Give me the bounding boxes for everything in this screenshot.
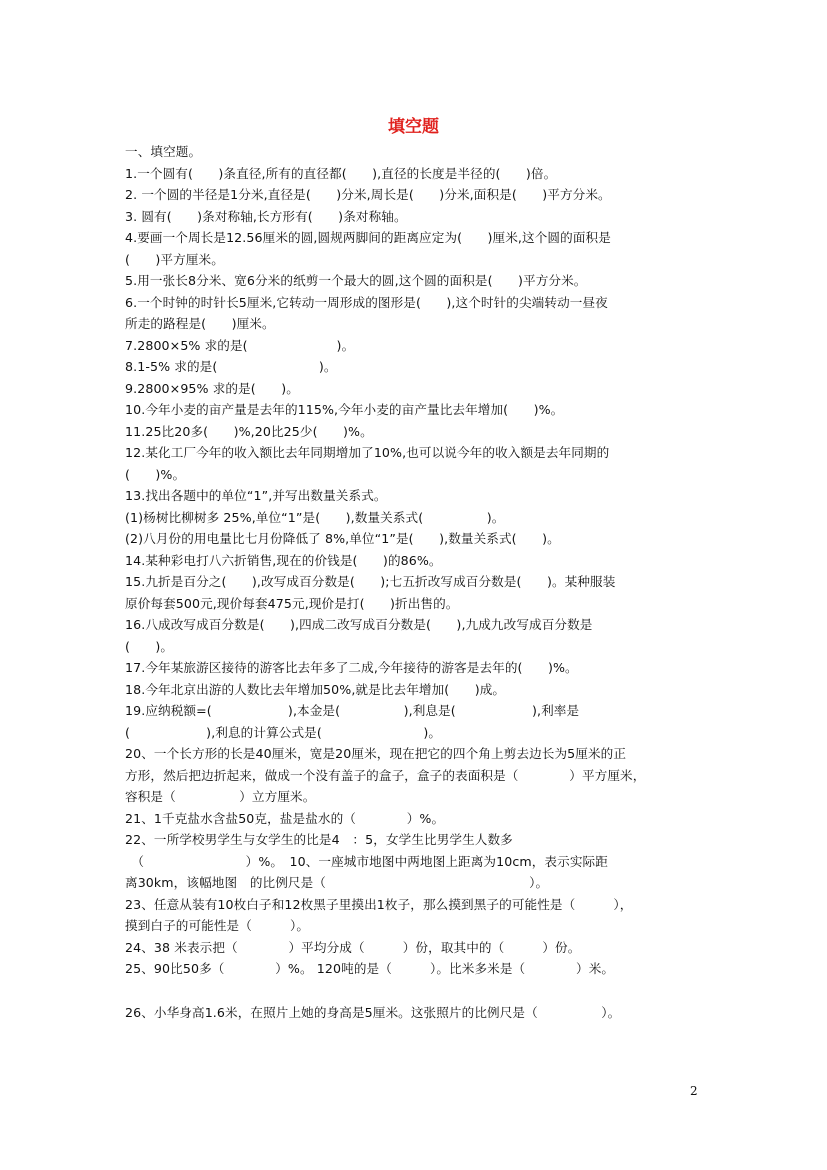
question-line: ( ),利息的计算公式是( )。 — [125, 724, 442, 740]
question-line: 5.用一张长8分米、宽6分米的纸剪一个最大的圆,这个圆的面积是( )平方分米。 — [125, 273, 587, 288]
question-line: 离30km，该幅地图 的比例尺是（ ）。 — [125, 875, 549, 890]
question-line: 原价每套500元,现价每套475元,现价是打( )折出售的。 — [125, 595, 459, 611]
question-line: 24、38 米表示把（ ）平均分成（ ）份，取其中的（ ）份。 — [125, 939, 581, 955]
question-line: 13.找出各题中的单位“1”,并写出数量关系式。 — [125, 488, 387, 503]
question-line: ( )%。 — [125, 466, 186, 482]
question-line: 7.2800×5% 求的是( )。 — [125, 337, 355, 353]
question-line: 14.某种彩电打八六折销售,现在的价钱是( )的86%。 — [125, 552, 442, 568]
question-line: （ ）%。 10、一座城市地图中两地图上距离为10cm，表示实际距 — [125, 853, 608, 869]
question-line: 6.一个时钟的时针长5厘米,它转动一周形成的图形是( ),这个时针的尖端转动一昼夜 — [125, 294, 608, 310]
question-line: ( )平方厘米。 — [125, 251, 224, 267]
question-line: 23、任意从装有10枚白子和12枚黑子里摸出1枚子，那么摸到黑子的可能性是（ ）， — [125, 896, 633, 912]
blank-line — [125, 980, 725, 1002]
question-line: 容积是（ ）立方厘米。 — [125, 789, 316, 804]
question-line: 所走的路程是( )厘米。 — [125, 316, 275, 331]
question-line: 19.应纳税额=( ),本金是( ),利息是( ),利率是 — [125, 703, 580, 718]
question-line: 25、90比50多（ ）%。 120吨的是（ ）。比米多米是（ ）米。 — [125, 961, 615, 976]
question-list — [125, 141, 725, 1023]
question-line: 16.八成改写成百分数是( ),四成二改写成百分数是( ),九成九改写成百分数是 — [125, 617, 593, 632]
question-line: 9.2800×95% 求的是( )。 — [125, 380, 299, 396]
question-line: 1.一个圆有( )条直径,所有的直径都( ),直径的长度是半径的( )倍。 — [125, 165, 557, 181]
question-line: 摸到白子的可能性是（ ）。 — [125, 918, 310, 933]
question-line: 11.25比20多( )%,20比25少( )%。 — [125, 423, 373, 439]
question-line: 4.要画一个周长是12.56厘米的圆,圆规两脚间的距离应定为( )厘米,这个圆的面积是 — [125, 230, 611, 245]
question-line: 10.今年小麦的亩产量是去年的115%,今年小麦的亩产量比去年增加( )%。 — [125, 402, 564, 417]
question-line: 22、一所学校男学生与女学生的比是4 ：5，女学生比男学生人数多 — [125, 832, 513, 847]
question-line: 12.某化工厂今年的收入额比去年同期增加了10%,也可以说今年的收入额是去年同期的 — [125, 445, 610, 460]
question-line: (2)八月份的用电量比七月份降低了 8%,单位“1”是( ),数量关系式( )。 — [125, 531, 560, 546]
question-line: 15.九折是百分之( ),改写成百分数是( );七五折改写成百分数是( )。某种服装 — [125, 574, 616, 589]
question-line: 方形，然后把边折起来，做成一个没有盖子的盒子，盒子的表面积是（ ）平方厘米， — [125, 767, 646, 783]
question-line: (1)杨树比柳树多 25%,单位“1”是( ),数量关系式( )。 — [125, 509, 505, 525]
question-line: ( )。 — [125, 638, 174, 654]
question-line: 17.今年某旅游区接待的游客比去年多了二成,今年接待的游客是去年的( )%。 — [125, 660, 578, 675]
question-line: 2. 一个圆的半径是1分米,直径是( )分米,周长是( )分米,面积是( )平方分米。 — [125, 187, 611, 202]
question-line: 8.1-5% 求的是( )。 — [125, 359, 337, 374]
page-title: 填空题 — [388, 117, 439, 137]
question-line: 20、一个长方形的长是40厘米，宽是20厘米，现在把它的四个角上剪去边长为5厘米的正 — [125, 746, 627, 761]
question-line: 26、小华身高1.6米，在照片上她的身高是5厘米。这张照片的比例尺是（ ）。 — [125, 1004, 621, 1020]
question-line: 一、填空题。 — [125, 144, 202, 159]
question-line: 18.今年北京出游的人数比去年增加50%,就是比去年增加( )成。 — [125, 681, 506, 697]
page-number: 2 — [690, 1084, 698, 1098]
question-line: 21、1千克盐水含盐50克，盐是盐水的（ ）%。 — [125, 810, 445, 826]
question-line: 3. 圆有( )条对称轴,长方形有( )条对称轴。 — [125, 208, 407, 224]
